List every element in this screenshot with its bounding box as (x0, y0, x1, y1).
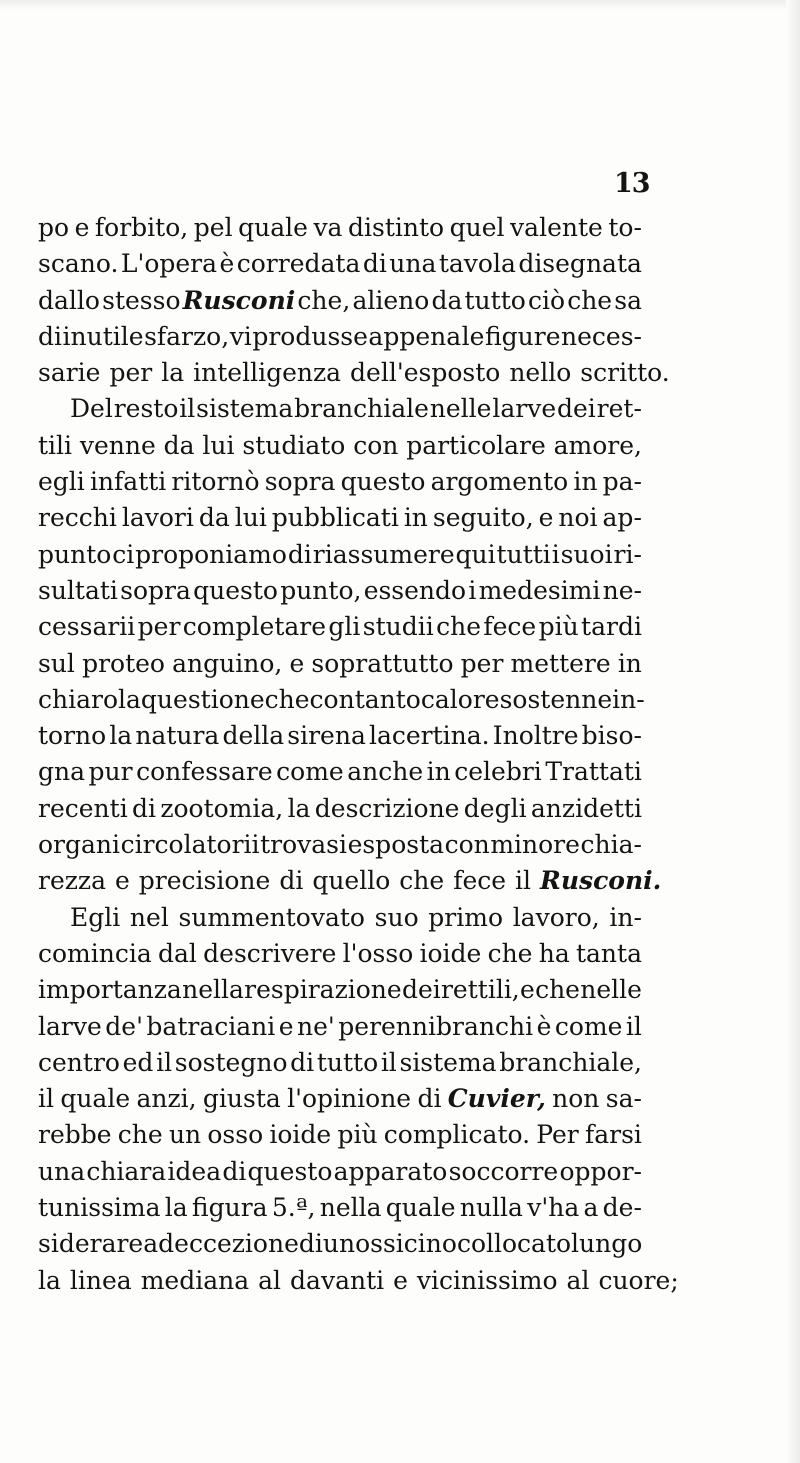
word: che, (297, 285, 351, 315)
word: ha (538, 938, 570, 968)
word: sopra (120, 575, 191, 605)
word: che (567, 285, 613, 315)
text-line (38, 464, 642, 500)
word: lui (202, 430, 235, 460)
text-line (38, 936, 642, 972)
word: recchi (38, 503, 117, 533)
word: Per (536, 1120, 579, 1150)
word: suo (374, 902, 419, 932)
word: che (264, 684, 310, 714)
word: di (362, 249, 387, 279)
word: sostegno (174, 1047, 288, 1077)
text-line (38, 1081, 642, 1117)
word: e (520, 975, 535, 1005)
word: siderare (38, 1229, 144, 1259)
word: essendo (363, 575, 467, 605)
word: seguito, (432, 503, 534, 533)
word: sarie (38, 358, 101, 388)
word: degli (463, 793, 527, 823)
word: distinto (348, 213, 445, 242)
word: in (426, 757, 451, 787)
word: precisione (138, 866, 271, 896)
word: resto (113, 394, 179, 424)
word: da (198, 503, 230, 533)
word: proponiamo (135, 539, 287, 569)
word: zootomia, (160, 793, 284, 823)
word: descrizione (314, 793, 460, 823)
text-line (38, 609, 642, 645)
word: noi (558, 503, 598, 533)
word: idea (167, 1156, 222, 1186)
word: cessarii (38, 612, 136, 642)
page-right-edge (786, 0, 800, 1463)
word: al (258, 1265, 282, 1295)
word: osso (207, 1120, 264, 1150)
word: quello (312, 866, 391, 896)
word: di (279, 866, 304, 896)
word: ed (122, 1047, 154, 1077)
text-line (38, 827, 642, 863)
word: Cuvier, (447, 1084, 546, 1114)
word: trovasi (260, 830, 347, 860)
word: con (353, 430, 399, 460)
text-line (38, 355, 670, 391)
word: e (74, 213, 90, 242)
word: un (168, 1120, 202, 1150)
word: tardi (581, 612, 642, 642)
word: sfarzo, (144, 321, 230, 351)
word: Del (70, 394, 113, 424)
word: anguino, (172, 648, 283, 678)
word: ossicino (355, 1229, 457, 1259)
word: sa (614, 285, 642, 315)
text-line (38, 1263, 679, 1299)
word: ad (143, 1229, 175, 1259)
word: scano. (38, 249, 119, 279)
word: collocato (456, 1229, 572, 1259)
word: tanta (575, 938, 642, 968)
word: sistema (399, 1047, 497, 1077)
word: lacertina. (368, 721, 490, 751)
word: sultati (38, 575, 118, 605)
word: cuore; (598, 1265, 679, 1295)
word: figura (191, 1193, 268, 1223)
word: la (164, 1193, 188, 1223)
word: complicato. (383, 1120, 531, 1150)
word: che (399, 866, 445, 896)
word: l'osso (342, 938, 414, 968)
word: quel (449, 213, 505, 242)
word: e (393, 1265, 408, 1295)
word: questo (193, 575, 278, 605)
word: di (417, 1084, 442, 1114)
word: pubblicati (271, 503, 399, 533)
word: branchiale, (499, 1047, 642, 1077)
word: minore (490, 830, 580, 860)
word: una (389, 249, 437, 279)
word: che (436, 612, 481, 642)
word: lungo (571, 1229, 643, 1259)
word: qui (455, 539, 496, 569)
word: nulla (459, 1193, 523, 1223)
text-line (38, 283, 642, 319)
word: la (38, 1265, 61, 1295)
page-top-edge (0, 0, 800, 10)
word: che (117, 1120, 163, 1150)
word: egli (38, 467, 85, 497)
word: po (38, 213, 70, 242)
word: una (38, 1156, 86, 1186)
word: il (179, 394, 196, 424)
word: particolare (406, 430, 546, 460)
word: nella (319, 1193, 382, 1223)
word: centro (38, 1047, 120, 1077)
word: Inoltre (492, 721, 579, 751)
word: disegnata (518, 249, 642, 279)
word: studiato (242, 430, 346, 460)
word: L'opera (120, 249, 218, 279)
word: questo (340, 467, 426, 497)
word: vicinissimo (416, 1265, 558, 1295)
word: nelle (580, 975, 642, 1005)
word: organi (38, 830, 121, 860)
word: esposta (347, 830, 445, 860)
word: ap- (602, 503, 642, 533)
word: tili (38, 430, 73, 460)
text-line (38, 1190, 642, 1226)
word: e (289, 648, 305, 678)
word: va (313, 213, 343, 242)
word: confessare (136, 757, 273, 787)
word: comincia (38, 938, 152, 968)
word: anzidetti (530, 793, 642, 823)
word: apparato (333, 1156, 448, 1186)
word: è (219, 249, 235, 279)
word: v'ha (527, 1193, 580, 1223)
word: il (156, 1047, 173, 1077)
word: Egli (70, 902, 121, 932)
text-line (38, 573, 642, 609)
word: sopra (264, 467, 336, 497)
word: che (487, 938, 533, 968)
word: da (163, 430, 195, 460)
word: ritornò (171, 467, 260, 497)
word: i (468, 575, 477, 605)
word: il (380, 1047, 397, 1077)
word: e (538, 503, 554, 533)
word: ioide (419, 938, 482, 968)
word: chiara (86, 1156, 167, 1186)
text-line (38, 1154, 642, 1190)
word: completare (182, 612, 327, 642)
word: farsi (584, 1120, 642, 1150)
word: in (403, 503, 428, 533)
text-line (38, 1045, 642, 1081)
word: studii (362, 612, 434, 642)
word: forbito, (94, 213, 189, 242)
word: argomento (430, 467, 569, 497)
text-line (38, 428, 642, 464)
word: medesimi (478, 575, 601, 605)
word: quale (385, 1193, 456, 1223)
word: inutile (62, 321, 144, 351)
word: oppor- (559, 1156, 642, 1186)
text-line (38, 972, 642, 1008)
word: pur (88, 757, 133, 787)
word: è (536, 1011, 552, 1041)
word: i (551, 539, 560, 569)
body-text (38, 210, 679, 1299)
word: de' (105, 1011, 143, 1041)
word: lui (234, 503, 267, 533)
word: tunissima (38, 1193, 161, 1223)
word: Trattati (545, 757, 642, 787)
word: riassumere (312, 539, 455, 569)
word: da (431, 285, 463, 315)
word: anzi, (136, 1084, 197, 1114)
word: intelligenza (193, 358, 342, 388)
word: ne- (602, 575, 642, 605)
word: recenti (38, 793, 128, 823)
word: rebbe (38, 1120, 112, 1150)
word: nelle (429, 394, 492, 424)
word: di (287, 539, 312, 569)
word: lavori (121, 503, 194, 533)
text-line (38, 900, 642, 936)
word: importanza (38, 975, 182, 1005)
word: rettili, (440, 975, 520, 1005)
word: questione (140, 684, 265, 714)
word: la (161, 358, 185, 388)
word: pa- (602, 467, 642, 497)
word: ci (112, 539, 135, 569)
text-line (38, 791, 642, 827)
word: ri- (613, 539, 642, 569)
word: dei (401, 975, 441, 1005)
word: natura (135, 721, 220, 751)
text-line (38, 246, 642, 282)
word: dei (557, 394, 596, 424)
word: e (115, 866, 130, 896)
word: valente (510, 213, 603, 242)
word: Rusconi (182, 285, 296, 315)
word: mettere (510, 648, 611, 678)
word: di (38, 321, 62, 351)
word: punto, (280, 575, 362, 605)
word: corredata (236, 249, 361, 279)
word: fece (453, 866, 507, 896)
word: chiaro (38, 684, 119, 714)
text-line (38, 1009, 642, 1045)
word: calore (420, 684, 500, 714)
word: nella (182, 975, 244, 1005)
word: per (460, 648, 504, 678)
word: davanti (290, 1265, 385, 1295)
word: de- (602, 1193, 642, 1223)
word: la (287, 793, 311, 823)
word: Rusconi. (540, 866, 662, 896)
word: ret- (596, 394, 642, 424)
word: stesso (102, 285, 181, 315)
word: alieno (352, 285, 430, 315)
word: la (109, 721, 133, 751)
word: nello (509, 358, 572, 388)
word: più (538, 612, 579, 642)
word: biso- (581, 721, 642, 751)
word: sistema (196, 394, 294, 424)
word: il (515, 866, 532, 896)
text-line (38, 391, 642, 427)
word: sa- (605, 1084, 642, 1114)
word: ne' (297, 1011, 335, 1041)
word: respirazione (244, 975, 402, 1005)
word: larve (492, 394, 557, 424)
word: rezza (38, 866, 106, 896)
word: quale (60, 1084, 131, 1114)
word: appena (368, 321, 462, 351)
text-line (38, 682, 645, 718)
word: scritto. (580, 358, 670, 388)
word: per (137, 612, 181, 642)
text-line (38, 210, 642, 246)
word: tutti (496, 539, 551, 569)
word: di (222, 1156, 247, 1186)
word: dal (158, 938, 197, 968)
word: descrivere (203, 938, 337, 968)
word: primo (428, 902, 504, 932)
word: il (625, 1011, 642, 1041)
text-line (38, 863, 662, 899)
word: le (461, 321, 485, 351)
word: in (617, 648, 642, 678)
word: che (535, 975, 580, 1005)
word: ciò (527, 285, 566, 315)
word: punto (38, 539, 112, 569)
word: di (290, 1047, 315, 1077)
word: pel (193, 213, 233, 242)
word: sostenne (499, 684, 613, 714)
word: batraciani (146, 1011, 276, 1041)
word: suoi (560, 539, 613, 569)
word: infatti (89, 467, 167, 497)
word: branchiale (294, 394, 429, 424)
word: larve (38, 1011, 102, 1041)
word: 5.ª, (271, 1193, 316, 1223)
word: e (278, 1011, 294, 1041)
word: in (573, 467, 598, 497)
text-line (38, 500, 642, 536)
word: amore, (553, 430, 642, 460)
word: a (583, 1193, 599, 1223)
word: come (276, 757, 344, 787)
word: soprattutto (311, 648, 454, 678)
word: tavola (438, 249, 516, 279)
word: linea (69, 1265, 132, 1295)
page-number: 13 (614, 168, 650, 199)
word: non (552, 1084, 600, 1114)
word: quale (238, 213, 308, 242)
text-line (38, 319, 642, 355)
word: summentovato (178, 902, 365, 932)
word: tutto (316, 1047, 379, 1077)
word: anche (347, 757, 424, 787)
word: più (337, 1120, 378, 1150)
word: soccorre (448, 1156, 559, 1186)
word: produsse (252, 321, 368, 351)
word: perennibranchi (338, 1011, 534, 1041)
word: con (444, 830, 490, 860)
word: come (554, 1011, 623, 1041)
word: dell'esposto (350, 358, 501, 388)
word: eccezione (174, 1229, 299, 1259)
word: torno (38, 721, 107, 751)
word: per (109, 358, 153, 388)
word: in- (609, 902, 642, 932)
text-line (38, 718, 642, 754)
word: dallo (38, 285, 100, 315)
word: tanto (354, 684, 421, 714)
word: in- (612, 684, 645, 714)
word: lavoro, (512, 902, 600, 932)
word: ioide (269, 1120, 332, 1150)
word: proteo (82, 648, 165, 678)
text-line (38, 1117, 642, 1153)
text-line (38, 1226, 642, 1262)
word: mediana (140, 1265, 250, 1295)
word: fece (483, 612, 537, 642)
word: tutto (464, 285, 526, 315)
word: vi (229, 321, 252, 351)
word: della (222, 721, 285, 751)
word: gna (38, 757, 86, 787)
text-line (38, 537, 642, 573)
word: con (309, 684, 355, 714)
word: questo (247, 1156, 333, 1186)
word: neces- (561, 321, 642, 351)
word: giusta (202, 1084, 281, 1114)
word: l'opinione (287, 1084, 412, 1114)
word: sirena (287, 721, 366, 751)
word: un (322, 1229, 356, 1259)
word: gli (328, 612, 361, 642)
word: circolatorii (120, 830, 260, 860)
word: di (298, 1229, 323, 1259)
word: di (132, 793, 156, 823)
word: to- (608, 213, 642, 242)
word: venne (79, 430, 156, 460)
word: la (118, 684, 141, 714)
word: sul (38, 648, 75, 678)
text-line (38, 646, 642, 682)
word: il (38, 1084, 54, 1114)
word: nel (129, 902, 169, 932)
text-line (38, 754, 642, 790)
word: figure (484, 321, 561, 351)
word: al (566, 1265, 590, 1295)
word: celebri (454, 757, 542, 787)
word: chia- (580, 830, 642, 860)
